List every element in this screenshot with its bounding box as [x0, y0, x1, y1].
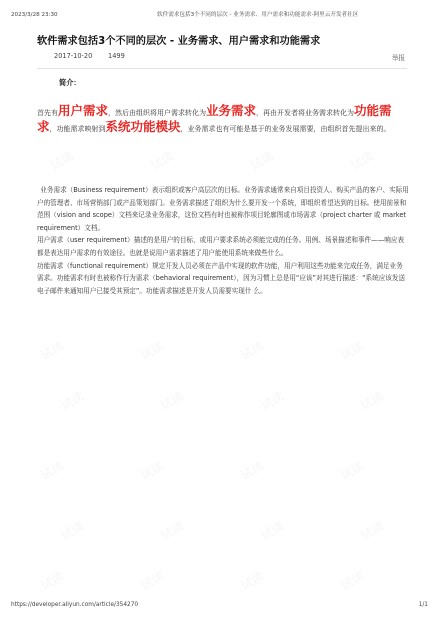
article-meta	[0, 52, 440, 64]
article-views: 1499	[108, 52, 125, 60]
watermark: 试读	[338, 458, 367, 483]
watermark: 试读	[38, 338, 67, 363]
watermark: 试读	[48, 148, 77, 173]
page-number: 1/1	[418, 602, 428, 608]
keyword-system-function-module: 系统功能模块	[105, 119, 181, 134]
keyword-business-requirement: 业务需求	[206, 103, 257, 118]
intro-text-4: ，功能需求映射到	[49, 125, 106, 133]
watermark: 试读	[38, 458, 67, 483]
print-date: 2023/3/28 23:30	[11, 12, 58, 18]
watermark: 试读	[58, 518, 87, 543]
keyword-functional-requirement: 功能需求	[37, 103, 392, 134]
intro-text-5: ，业务需求也有可能是基于的业务发展需要，由组织首先提出来的。	[180, 125, 391, 133]
keyword-user-requirement: 用户需求	[58, 103, 109, 118]
article-intro	[37, 104, 407, 136]
watermark: 试读	[238, 458, 267, 483]
page-url[interactable]: https://developer.aliyun.com/article/354270	[11, 602, 139, 608]
article-body	[37, 184, 409, 297]
paragraph-business: 业务需求（Business requirement）表示组织或客户高层次的目标。业务需求通常来自项目投资人、购买产品的客户、实际用户的管理者、市场营销部门或产品策划部门。业务需求描述了组织为什么要开发一个系统，即组织希望达到的目标。使用前景和范围（vision and scope）文档来记录业务需求，这份文档有时也被称作项目轮廓图或市场需求（project charter 或 market requirement）文档。	[37, 186, 409, 232]
paragraph-user: 用户需求（user requirement）描述的是用户的目标，或用户要求系统必须能完成的任务。用例、场景描述和事件——响应表都是表达用户需求的有效途径。也就是说用户需求描述了用户能使用系统来做些什么。	[37, 236, 405, 257]
watermark: 试读	[338, 568, 367, 593]
watermark: 试读	[248, 148, 277, 173]
watermark: 试读	[358, 388, 387, 413]
article-date: 2017-10-20	[54, 52, 93, 60]
watermark: 试读	[358, 518, 387, 543]
paragraph-functional: 功能需求（functional requirement）规定开发人员必须在产品中实现的软件功能，用户利用这些功能来完成任务，满足业务需求。功能需求有时也被称作行为需求（behavioral requirement），因为习惯上总是用“应该”对其进行描述：“系统应该发送电子邮件来通知用户已接受其预定”。功能需求描述是开发人员需要实现什 么。	[37, 261, 406, 295]
article-title: 软件需求包括3个不同的层次 - 业务需求、用户需求和功能需求	[37, 36, 321, 47]
watermark: 试读	[258, 388, 287, 413]
watermark: 试读	[348, 148, 377, 173]
watermark: 试读	[238, 338, 267, 363]
watermark: 试读	[138, 568, 167, 593]
intro-text-1: 首先有	[37, 109, 58, 117]
watermark: 试读	[38, 568, 67, 593]
print-doc-title: 软件需求包括3个不同的层次 - 业务需求、用户需求和功能需求-阿里云开发者社区	[157, 12, 359, 18]
print-footer	[11, 602, 428, 612]
watermark: 试读	[138, 338, 167, 363]
watermark: 试读	[158, 388, 187, 413]
summary-label: 简介：	[59, 78, 81, 87]
report-link[interactable]: 举报	[391, 54, 405, 62]
intro-text-3: ，再由开发者将业务需求转化为	[256, 109, 355, 117]
divider	[37, 68, 407, 69]
print-header	[11, 9, 428, 21]
watermark: 试读	[158, 518, 187, 543]
intro-text-2: ，然后由组织将用户需求转化为	[108, 109, 207, 117]
watermark: 试读	[338, 338, 367, 363]
watermark: 试读	[138, 458, 167, 483]
watermark: 试读	[258, 518, 287, 543]
watermark: 试读	[148, 148, 177, 173]
watermark: 试读	[238, 568, 267, 593]
watermark: 试读	[58, 388, 87, 413]
